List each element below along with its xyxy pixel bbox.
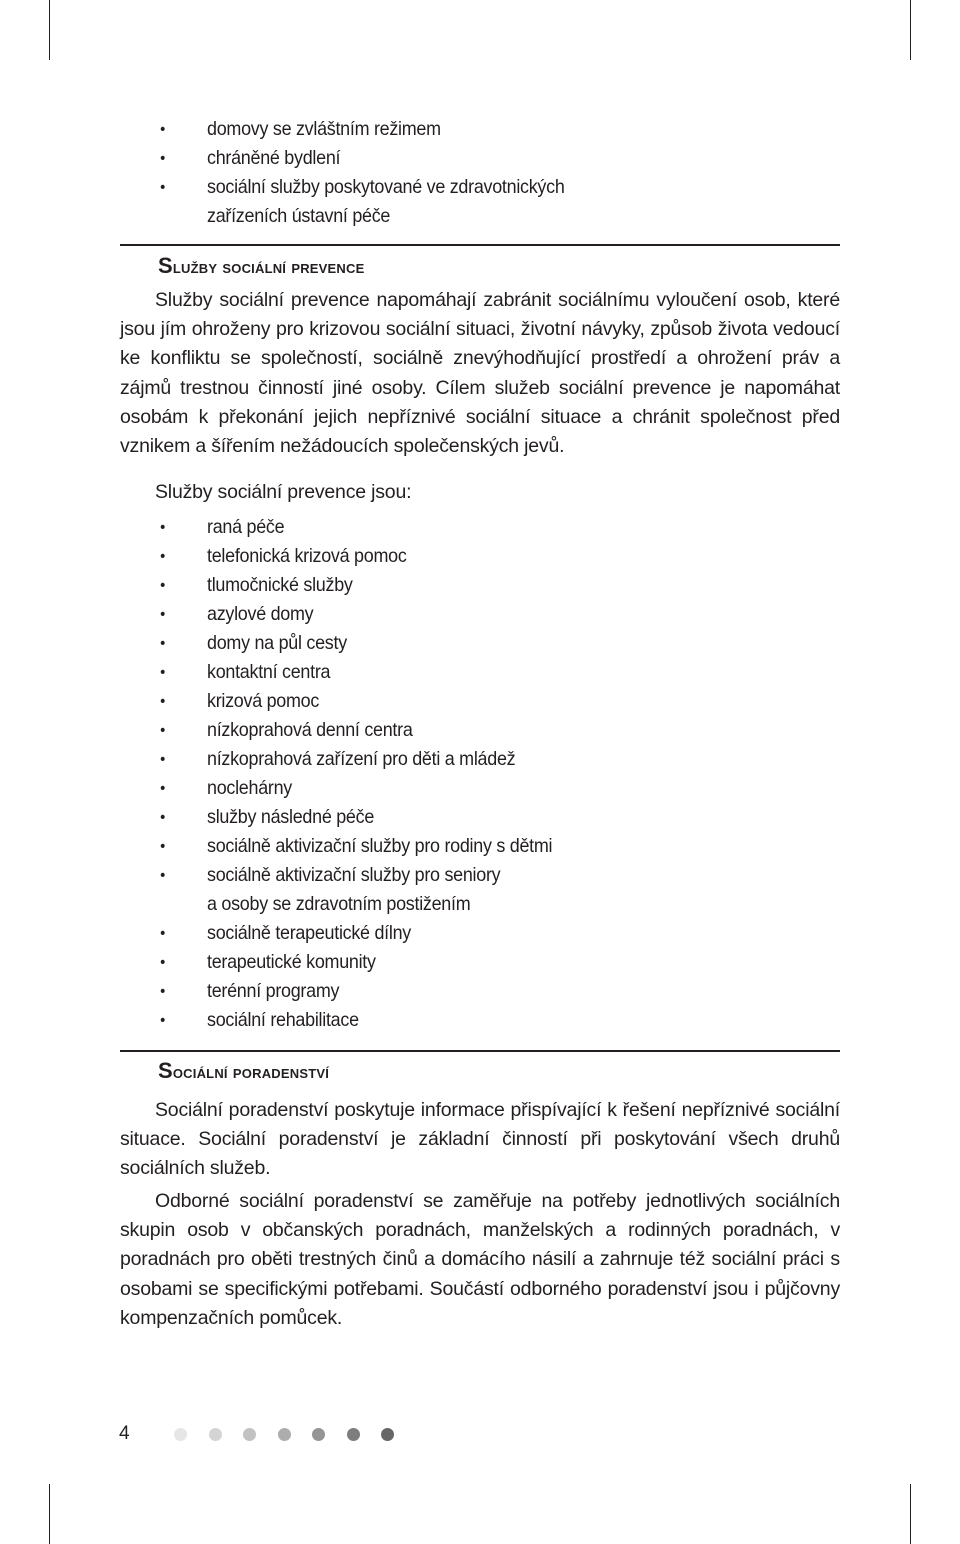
page-dot (381, 1428, 394, 1441)
list-item: • nízkoprahová zařízení pro děti a mládež (160, 748, 516, 770)
page-dot (312, 1428, 325, 1441)
page-number: 4 (119, 1423, 130, 1444)
list-item: • krizová pomoc (160, 690, 320, 712)
list-item: • terapeutické komunity (160, 951, 376, 973)
list-item-text: sociální rehabilitace (207, 1009, 359, 1031)
list-item-text: sociálně terapeutické dílny (207, 922, 411, 944)
list-item-text: krizová pomoc (207, 690, 320, 712)
list-item-text: kontaktní centra (207, 661, 331, 683)
intro-text: Služby sociální prevence jsou: (155, 481, 412, 503)
paragraph-text: Sociální poradenství poskytuje informace přispívající k řešení nepříznivé sociální situace. Sociální poradenství je základní činností při poskytování všech druhů sociálních služeb. (120, 1099, 840, 1180)
list-item: • sociálně aktivizační služby pro rodiny s dětmi (160, 835, 553, 857)
list-item-text: tlumočnické služby (207, 574, 353, 596)
list-intro (120, 478, 840, 507)
paragraph-poradenstvi-1 (120, 1096, 840, 1184)
section-divider (120, 1050, 840, 1052)
crop-mark (910, 1484, 911, 1544)
list-item: • domy na půl cesty (160, 632, 347, 654)
list-item-text: telefonická krizová pomoc (207, 545, 407, 567)
paragraph-prevence (120, 286, 840, 461)
crop-mark (49, 0, 50, 60)
list-item: • tlumočnické služby (160, 574, 353, 596)
section-divider (120, 244, 840, 246)
list-item: • sociálně terapeutické dílny (160, 922, 411, 944)
list-item-text: domovy se zvláštním režimem (207, 118, 441, 140)
list-item-text: noclehárny (207, 777, 293, 799)
list-item: • telefonická krizová pomoc (160, 545, 407, 567)
list-item: • noclehárny (160, 777, 293, 799)
list-item-text: terénní programy (207, 980, 340, 1002)
paragraph-text: Odborné sociální poradenství se zaměřuje na potřeby jednotlivých sociálních skupin osob v občanských poradnách, manželských a rodinných poradnách, v poradnách pro oběti trestných činů a domácího násilí a zahrnuje též sociální práci s osobami se specifickými potřebami. Součástí odborného poradenství jsou i půjčovny kompenzačních pomůcek. (120, 1190, 840, 1329)
list-item-text: sociální služby poskytované ve zdravotnických (207, 176, 565, 198)
crop-mark (49, 1484, 50, 1544)
list-item-text: sociálně aktivizační služby pro seniory (207, 864, 501, 886)
list-item: • sociální služby poskytované ve zdravotnických (160, 176, 565, 198)
list-item-text: nízkoprahová zařízení pro děti a mládež (207, 748, 516, 770)
list-item: • služby následné péče (160, 806, 375, 828)
list-item-text: raná péče (207, 516, 285, 538)
page-dot (243, 1428, 256, 1441)
page-dot (174, 1428, 187, 1441)
crop-mark (910, 0, 911, 60)
list-item: • sociální rehabilitace (160, 1009, 359, 1031)
page-dot (209, 1428, 222, 1441)
list-item: • azylové domy (160, 603, 314, 625)
list-item: • terénní programy (160, 980, 340, 1002)
paragraph-text: Služby sociální prevence napomáhají zabránit sociálnímu vyloučení osob, které jsou jím ohroženy pro krizovou sociální situaci, životní návyky, způsob života vedoucí ke konfliktu se společností, sociálně znevýhodňující prostředí a ohrožení práv a zájmů trestnou činností jiné osoby. Cílem služeb sociální prevence je napomáhat osobám k překonání jejich nepříznivé sociální situace a chránit společnost před vznikem a šířením nežádoucích společenských jevů. (120, 289, 840, 458)
heading-text: ociální poradenství (172, 1062, 330, 1082)
list-item: • raná péče (160, 516, 285, 538)
list-item: • domovy se zvláštním režimem (160, 118, 441, 140)
list-item-continuation (207, 202, 390, 231)
list-item: • sociálně aktivizační služby pro seniory (160, 864, 501, 886)
list-item-text: nízkoprahová denní centra (207, 719, 413, 741)
page-dot (278, 1428, 291, 1441)
list-item-text: terapeutické komunity (207, 951, 376, 973)
list-item: • chráněné bydlení (160, 147, 341, 169)
list-item-text: azylové domy (207, 603, 314, 625)
paragraph-poradenstvi-2 (120, 1187, 840, 1333)
list-item-text: chráněné bydlení (207, 147, 341, 169)
list-item-text: domy na půl cesty (207, 632, 347, 654)
list-item: • nízkoprahová denní centra (160, 719, 413, 741)
heading-initial: S (158, 1058, 173, 1083)
list-item-text: sociálně aktivizační služby pro rodiny s dětmi (207, 835, 553, 857)
page-dot (347, 1428, 360, 1441)
heading-text: lužby sociální prevence (172, 257, 365, 277)
section-heading-prevence (158, 253, 364, 280)
list-item-text: služby následné péče (207, 806, 375, 828)
list-item-continuation (207, 890, 470, 919)
heading-initial: S (158, 253, 173, 278)
list-item-text: a osoby se zdravotním postižením (207, 893, 471, 915)
section-heading-poradenstvi (158, 1058, 329, 1085)
list-item-text: zařízeních ústavní péče (207, 205, 391, 227)
list-item: • kontaktní centra (160, 661, 331, 683)
